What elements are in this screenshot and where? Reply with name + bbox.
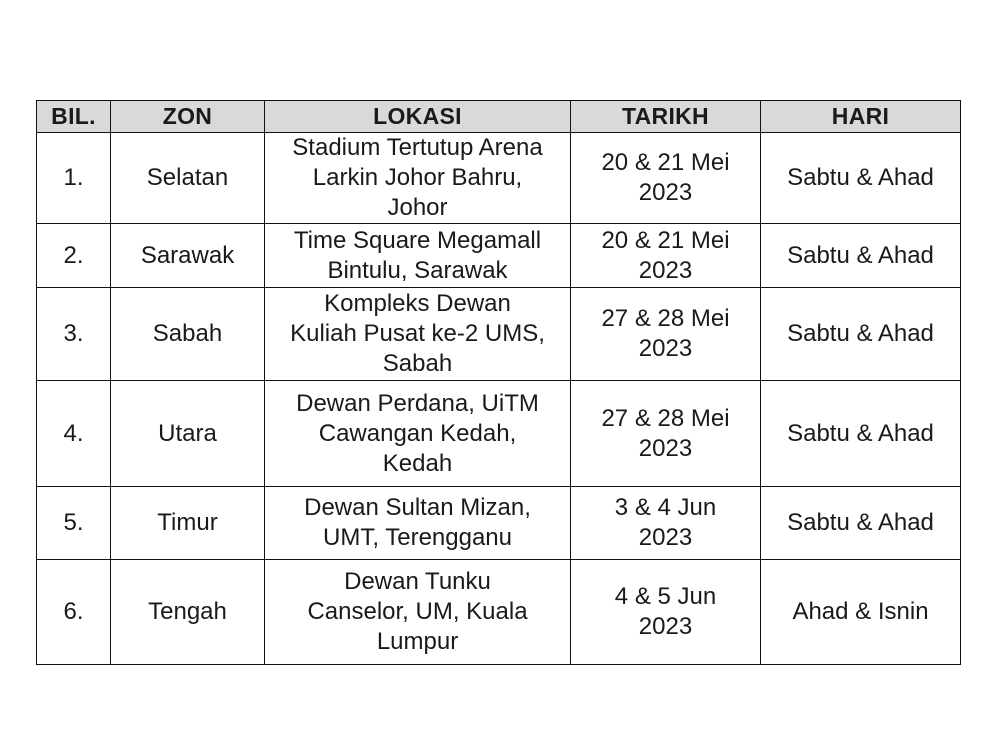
cell-hari: Sabtu & Ahad [761,133,961,224]
cell-zon: Sabah [111,288,265,381]
cell-bil: 5. [37,487,111,560]
table-header-row [37,101,961,133]
header-zon: ZON [111,101,265,133]
schedule-table [36,100,961,665]
cell-lokasi: Kompleks Dewan Kuliah Pusat ke-2 UMS, Sabah [265,288,571,381]
cell-hari: Sabtu & Ahad [761,288,961,381]
cell-tarikh: 3 & 4 Jun 2023 [571,487,761,560]
cell-tarikh: 20 & 21 Mei 2023 [571,224,761,288]
cell-lokasi: Time Square Megamall Bintulu, Sarawak [265,224,571,288]
header-bil: BIL. [37,101,111,133]
cell-lokasi: Dewan Sultan Mizan, UMT, Terengganu [265,487,571,560]
cell-bil: 1. [37,133,111,224]
header-hari: HARI [761,101,961,133]
cell-tarikh: 27 & 28 Mei 2023 [571,381,761,487]
cell-tarikh: 4 & 5 Jun 2023 [571,560,761,665]
table-row [37,288,961,381]
cell-zon: Sarawak [111,224,265,288]
table-row [37,560,961,665]
cell-zon: Tengah [111,560,265,665]
cell-bil: 6. [37,560,111,665]
cell-hari: Ahad & Isnin [761,560,961,665]
cell-bil: 3. [37,288,111,381]
cell-zon: Timur [111,487,265,560]
cell-tarikh: 20 & 21 Mei 2023 [571,133,761,224]
cell-bil: 4. [37,381,111,487]
table-row [37,133,961,224]
cell-tarikh: 27 & 28 Mei 2023 [571,288,761,381]
cell-zon: Selatan [111,133,265,224]
header-tarikh: TARIKH [571,101,761,133]
cell-hari: Sabtu & Ahad [761,381,961,487]
cell-zon: Utara [111,381,265,487]
cell-bil: 2. [37,224,111,288]
header-lokasi: LOKASI [265,101,571,133]
cell-lokasi: Dewan Tunku Canselor, UM, Kuala Lumpur [265,560,571,665]
cell-hari: Sabtu & Ahad [761,224,961,288]
table-row [37,224,961,288]
table-row [37,487,961,560]
cell-lokasi: Stadium Tertutup Arena Larkin Johor Bahru, Johor [265,133,571,224]
cell-hari: Sabtu & Ahad [761,487,961,560]
table-row [37,381,961,487]
cell-lokasi: Dewan Perdana, UiTM Cawangan Kedah, Kedah [265,381,571,487]
